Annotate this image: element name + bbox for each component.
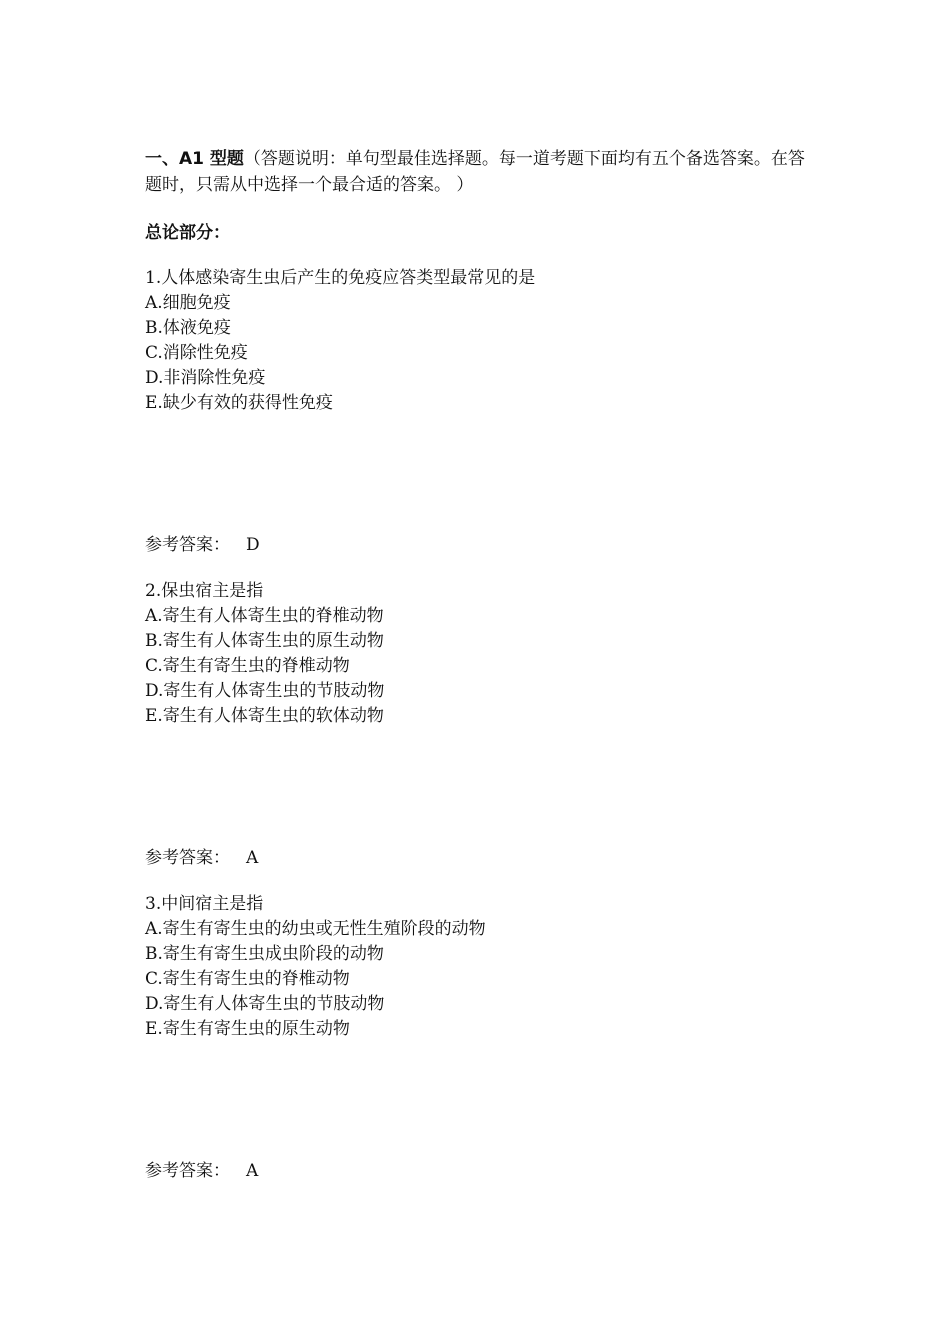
option-b: B.寄生有寄生虫成虫阶段的动物 (145, 944, 384, 964)
option-e: E.缺少有效的获得性免疫 (145, 393, 333, 413)
answer-label: 参考答案： (145, 535, 230, 555)
question-stem: 3.中间宿主是指 (145, 894, 264, 914)
option-b: B.体液免疫 (145, 318, 231, 338)
option-e: E.寄生有人体寄生虫的软体动物 (145, 706, 384, 726)
question-2 (145, 579, 815, 729)
question-type-label: A1 型题 (179, 149, 244, 169)
option-b: B.寄生有人体寄生虫的原生动物 (145, 631, 384, 651)
option-e: E.寄生有寄生虫的原生动物 (145, 1019, 350, 1039)
option-d: D.非消除性免疫 (145, 368, 266, 388)
answer-1 (145, 533, 260, 558)
answer-value: A (246, 1161, 259, 1181)
option-d: D.寄生有人体寄生虫的节肢动物 (145, 681, 385, 701)
instructions-text: （答题说明：单句型最佳选择题。每一道考题下面均有五个备选答案。在答题时，只需从中选择一个最合适的答案。 ） (145, 149, 805, 195)
option-c: C.消除性免疫 (145, 343, 248, 363)
option-c: C.寄生有寄生虫的脊椎动物 (145, 969, 350, 989)
question-1 (145, 266, 815, 416)
question-3 (145, 892, 815, 1042)
question-stem: 1.人体感染寄生虫后产生的免疫应答类型最常见的是 (145, 268, 536, 288)
section-title: 总论部分： (145, 223, 230, 243)
option-a: A.细胞免疫 (145, 293, 231, 313)
answer-value: A (246, 848, 259, 868)
heading-prefix: 一、 (145, 149, 179, 169)
option-a: A.寄生有人体寄生虫的脊椎动物 (145, 606, 384, 626)
option-a: A.寄生有寄生虫的幼虫或无性生殖阶段的动物 (145, 919, 486, 939)
option-d: D.寄生有人体寄生虫的节肢动物 (145, 994, 385, 1014)
answer-value: D (246, 535, 260, 555)
answer-label: 参考答案： (145, 1161, 230, 1181)
answer-label: 参考答案： (145, 848, 230, 868)
question-stem: 2.保虫宿主是指 (145, 581, 264, 601)
option-c: C.寄生有寄生虫的脊椎动物 (145, 656, 350, 676)
instructions-paragraph (145, 146, 815, 198)
answer-3 (145, 1159, 258, 1184)
answer-2 (145, 846, 258, 871)
